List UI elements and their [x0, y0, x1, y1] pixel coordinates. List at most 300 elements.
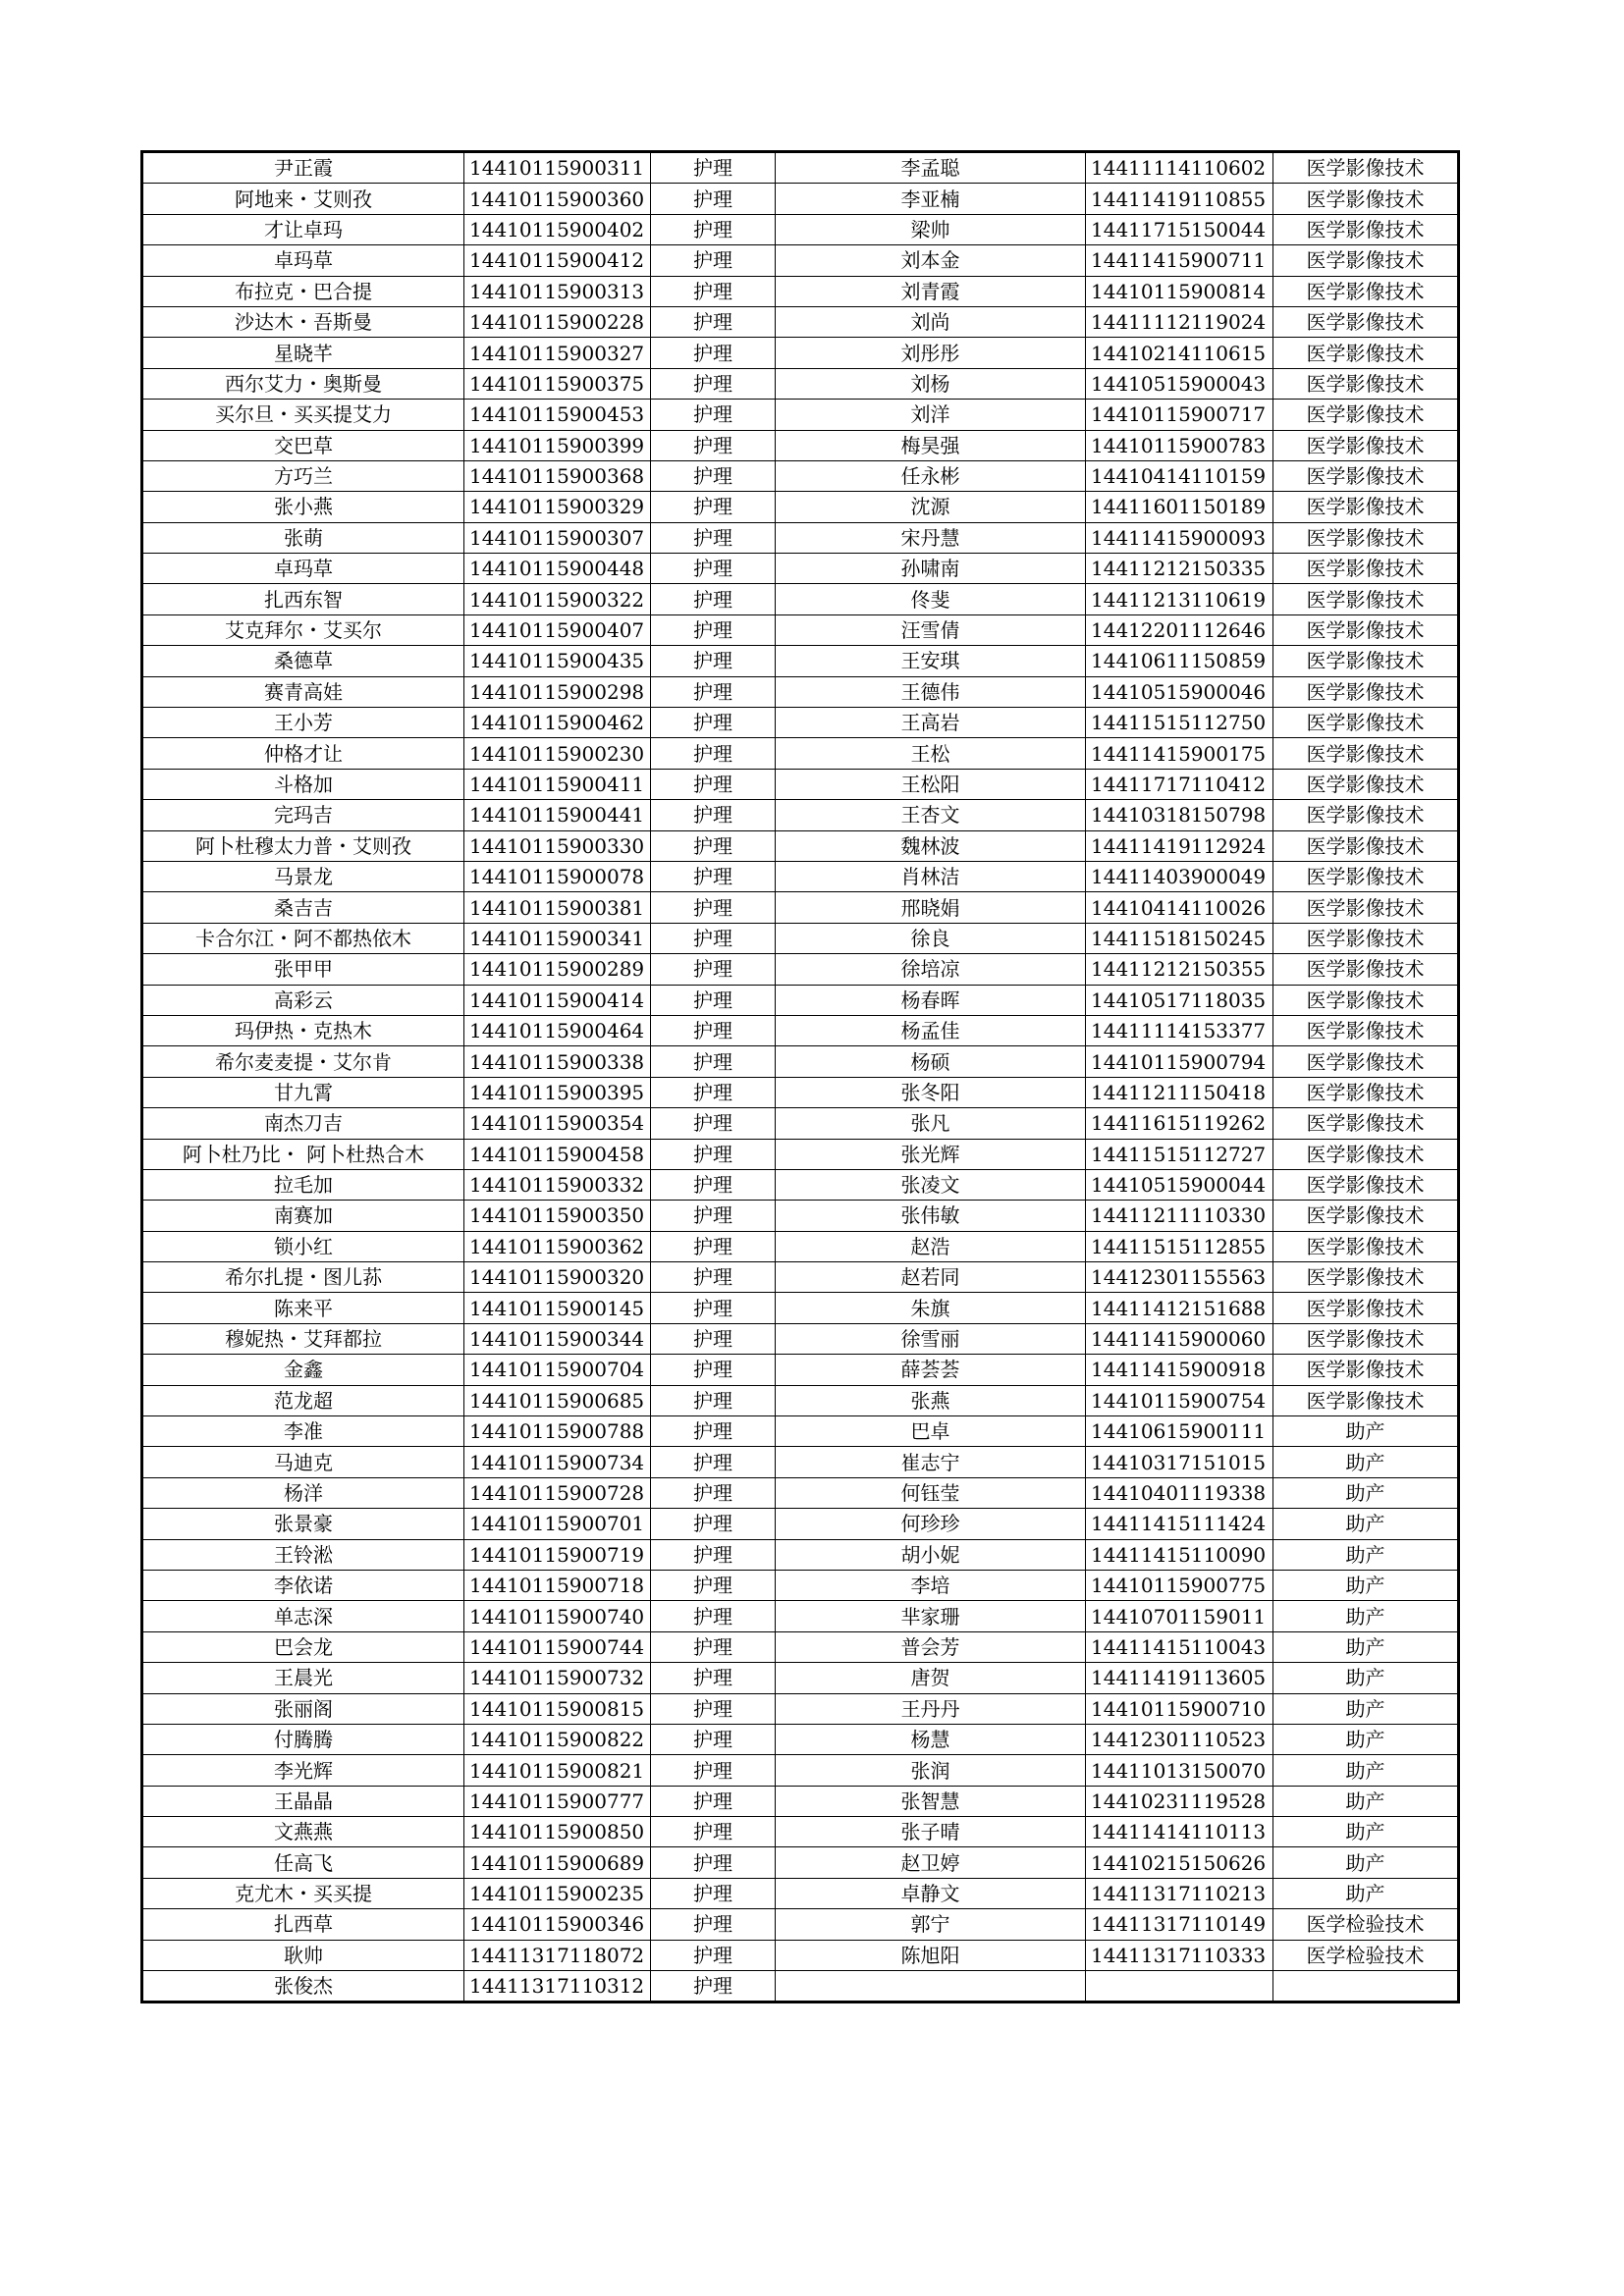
table-row — [142, 1663, 1459, 1693]
major-cell: 医学影像技术 — [1273, 1262, 1459, 1293]
name-cell: 张润 — [776, 1755, 1086, 1786]
student-list-table — [140, 150, 1460, 2003]
table-row — [142, 1323, 1459, 1354]
name-cell: 沈源 — [776, 492, 1086, 522]
exam-id-cell: 14410317151015 — [1086, 1447, 1273, 1477]
exam-id-cell: 14410115900313 — [464, 276, 651, 306]
name-cell: 杨春晖 — [776, 985, 1086, 1015]
table-row — [142, 1631, 1459, 1662]
major-cell: 护理 — [651, 646, 776, 676]
exam-id-cell: 14410115900777 — [464, 1786, 651, 1816]
major-cell: 医学影像技术 — [1273, 276, 1459, 306]
table-row — [142, 152, 1459, 184]
name-cell: 希尔扎提・图儿荪 — [142, 1262, 464, 1293]
major-cell: 护理 — [651, 1971, 776, 2002]
name-cell: 刘洋 — [776, 400, 1086, 430]
exam-id-cell: 14410115900719 — [464, 1539, 651, 1570]
exam-id-cell: 14410115900728 — [464, 1477, 651, 1508]
name-cell: 张景豪 — [142, 1509, 464, 1539]
name-cell: 张甲甲 — [142, 954, 464, 985]
major-cell: 医学影像技术 — [1273, 1046, 1459, 1077]
major-cell: 医学影像技术 — [1273, 861, 1459, 891]
exam-id-cell — [1086, 1971, 1273, 2002]
table-row — [142, 769, 1459, 799]
table-row — [142, 676, 1459, 707]
name-cell: 付腾腾 — [142, 1724, 464, 1754]
table-row — [142, 1385, 1459, 1415]
major-cell: 护理 — [651, 245, 776, 276]
name-cell: 布拉克・巴合提 — [142, 276, 464, 306]
major-cell: 护理 — [651, 1817, 776, 1847]
table-row — [142, 1878, 1459, 1908]
table-row — [142, 708, 1459, 738]
name-cell: 希尔麦麦提・艾尔肯 — [142, 1046, 464, 1077]
exam-id-cell: 14411114153377 — [1086, 1015, 1273, 1045]
table-row — [142, 1509, 1459, 1539]
table-row — [142, 184, 1459, 214]
name-cell: 朱旗 — [776, 1293, 1086, 1323]
major-cell: 助产 — [1273, 1693, 1459, 1724]
major-cell: 医学影像技术 — [1273, 1139, 1459, 1169]
table-row — [142, 430, 1459, 460]
exam-id-cell: 14411114110602 — [1086, 152, 1273, 184]
major-cell: 医学影像技术 — [1273, 708, 1459, 738]
exam-id-cell: 14411419112924 — [1086, 830, 1273, 861]
exam-id-cell: 14411415900711 — [1086, 245, 1273, 276]
major-cell: 护理 — [651, 1416, 776, 1447]
exam-id-cell: 14410115900228 — [464, 306, 651, 337]
table-row — [142, 1940, 1459, 1970]
name-cell: 金鑫 — [142, 1355, 464, 1385]
exam-id-cell: 14410115900710 — [1086, 1693, 1273, 1724]
major-cell: 护理 — [651, 492, 776, 522]
name-cell: 杨硕 — [776, 1046, 1086, 1077]
name-cell: 梅昊强 — [776, 430, 1086, 460]
name-cell: 赵卫婷 — [776, 1847, 1086, 1878]
name-cell: 张俊杰 — [142, 1971, 464, 2002]
table-row — [142, 460, 1459, 491]
exam-id-cell: 14411211110330 — [1086, 1201, 1273, 1231]
major-cell: 医学影像技术 — [1273, 676, 1459, 707]
table-row — [142, 338, 1459, 368]
exam-id-cell: 14410115900407 — [464, 614, 651, 645]
major-cell: 护理 — [651, 1693, 776, 1724]
major-cell: 医学影像技术 — [1273, 1231, 1459, 1261]
name-cell: 星晓芊 — [142, 338, 464, 368]
major-cell: 护理 — [651, 276, 776, 306]
major-cell: 助产 — [1273, 1539, 1459, 1570]
major-cell: 助产 — [1273, 1817, 1459, 1847]
major-cell: 医学影像技术 — [1273, 1293, 1459, 1323]
exam-id-cell: 14410115900704 — [464, 1355, 651, 1385]
major-cell: 医学影像技术 — [1273, 584, 1459, 614]
exam-id-cell: 14410115900412 — [464, 245, 651, 276]
name-cell: 何钰莹 — [776, 1477, 1086, 1508]
name-cell: 锁小红 — [142, 1231, 464, 1261]
major-cell: 助产 — [1273, 1416, 1459, 1447]
table-row — [142, 1971, 1459, 2002]
name-cell: 杨孟佳 — [776, 1015, 1086, 1045]
major-cell: 护理 — [651, 1477, 776, 1508]
major-cell: 医学影像技术 — [1273, 769, 1459, 799]
name-cell: 尹正霞 — [142, 152, 464, 184]
major-cell: 护理 — [651, 1231, 776, 1261]
exam-id-cell: 14410615900111 — [1086, 1416, 1273, 1447]
name-cell: 张凌文 — [776, 1169, 1086, 1200]
name-cell: 陈旭阳 — [776, 1940, 1086, 1970]
name-cell: 徐培凉 — [776, 954, 1086, 985]
name-cell: 南赛加 — [142, 1201, 464, 1231]
table-row — [142, 400, 1459, 430]
exam-id-cell: 14410115900740 — [464, 1601, 651, 1631]
exam-id-cell: 14410115900717 — [1086, 400, 1273, 430]
table-row — [142, 214, 1459, 244]
table-row — [142, 584, 1459, 614]
major-cell: 医学影像技术 — [1273, 430, 1459, 460]
major-cell: 护理 — [651, 152, 776, 184]
table-row — [142, 646, 1459, 676]
exam-id-cell: 14410115900338 — [464, 1046, 651, 1077]
exam-id-cell: 14411211150418 — [1086, 1077, 1273, 1107]
name-cell: 张凡 — [776, 1108, 1086, 1139]
major-cell: 护理 — [651, 954, 776, 985]
exam-id-cell: 14410701159011 — [1086, 1601, 1273, 1631]
major-cell: 助产 — [1273, 1447, 1459, 1477]
exam-id-cell: 14410115900354 — [464, 1108, 651, 1139]
name-cell: 梁帅 — [776, 214, 1086, 244]
name-cell: 张冬阳 — [776, 1077, 1086, 1107]
name-cell: 张智慧 — [776, 1786, 1086, 1816]
name-cell: 肖林洁 — [776, 861, 1086, 891]
exam-id-cell: 14411415111424 — [1086, 1509, 1273, 1539]
exam-id-cell: 14410115900289 — [464, 954, 651, 985]
exam-id-cell: 14410115900411 — [464, 769, 651, 799]
name-cell: 邢晓娟 — [776, 892, 1086, 923]
name-cell: 方巧兰 — [142, 460, 464, 491]
major-cell: 医学影像技术 — [1273, 522, 1459, 553]
major-cell: 医学影像技术 — [1273, 1355, 1459, 1385]
exam-id-cell: 14410115900230 — [464, 738, 651, 769]
exam-id-cell: 14410115900402 — [464, 214, 651, 244]
exam-id-cell: 14410515900046 — [1086, 676, 1273, 707]
major-cell: 医学影像技术 — [1273, 614, 1459, 645]
exam-id-cell: 14410115900462 — [464, 708, 651, 738]
exam-id-cell: 14410115900821 — [464, 1755, 651, 1786]
exam-id-cell: 14410115900435 — [464, 646, 651, 676]
exam-id-cell: 14410115900078 — [464, 861, 651, 891]
major-cell: 护理 — [651, 338, 776, 368]
name-cell: 张小燕 — [142, 492, 464, 522]
exam-id-cell: 14410115900788 — [464, 1416, 651, 1447]
major-cell: 护理 — [651, 1570, 776, 1600]
major-cell: 医学影像技术 — [1273, 1077, 1459, 1107]
major-cell: 医学影像技术 — [1273, 554, 1459, 584]
name-cell: 张伟敏 — [776, 1201, 1086, 1231]
name-cell: 杨慧 — [776, 1724, 1086, 1754]
name-cell: 李培 — [776, 1570, 1086, 1600]
exam-id-cell: 14411415110043 — [1086, 1631, 1273, 1662]
exam-id-cell: 14411419110855 — [1086, 184, 1273, 214]
major-cell: 医学影像技术 — [1273, 400, 1459, 430]
name-cell: 西尔艾力・奥斯曼 — [142, 368, 464, 399]
exam-id-cell: 14411515112750 — [1086, 708, 1273, 738]
exam-id-cell: 14410115900360 — [464, 184, 651, 214]
major-cell: 护理 — [651, 1046, 776, 1077]
table-row — [142, 1077, 1459, 1107]
exam-id-cell: 14410231119528 — [1086, 1786, 1273, 1816]
major-cell: 助产 — [1273, 1631, 1459, 1662]
exam-id-cell: 14411412151688 — [1086, 1293, 1273, 1323]
major-cell: 护理 — [651, 861, 776, 891]
table-row — [142, 1847, 1459, 1878]
name-cell: 扎西草 — [142, 1909, 464, 1940]
exam-id-cell: 14410115900327 — [464, 338, 651, 368]
name-cell: 唐贺 — [776, 1663, 1086, 1693]
exam-id-cell: 14411415900060 — [1086, 1323, 1273, 1354]
exam-id-cell: 14410115900322 — [464, 584, 651, 614]
major-cell: 医学影像技术 — [1273, 245, 1459, 276]
exam-id-cell: 14411715150044 — [1086, 214, 1273, 244]
name-cell: 王松阳 — [776, 769, 1086, 799]
name-cell: 刘杨 — [776, 368, 1086, 399]
name-cell: 薛荟荟 — [776, 1355, 1086, 1385]
name-cell: 王晶晶 — [142, 1786, 464, 1816]
name-cell: 仲格才让 — [142, 738, 464, 769]
table-row — [142, 306, 1459, 337]
table-row — [142, 1293, 1459, 1323]
name-cell: 巴卓 — [776, 1416, 1086, 1447]
exam-id-cell: 14410215150626 — [1086, 1847, 1273, 1878]
name-cell: 王安琪 — [776, 646, 1086, 676]
name-cell: 单志深 — [142, 1601, 464, 1631]
table-row — [142, 554, 1459, 584]
major-cell: 护理 — [651, 584, 776, 614]
name-cell: 孙啸南 — [776, 554, 1086, 584]
major-cell: 护理 — [651, 306, 776, 337]
major-cell: 护理 — [651, 1385, 776, 1415]
major-cell: 护理 — [651, 1601, 776, 1631]
exam-id-cell: 14410115900794 — [1086, 1046, 1273, 1077]
name-cell: 张萌 — [142, 522, 464, 553]
exam-id-cell: 14410115900346 — [464, 1909, 651, 1940]
major-cell: 护理 — [651, 830, 776, 861]
name-cell: 赵浩 — [776, 1231, 1086, 1261]
major-cell: 护理 — [651, 184, 776, 214]
exam-id-cell: 14410115900145 — [464, 1293, 651, 1323]
major-cell: 护理 — [651, 1940, 776, 1970]
name-cell: 阿卜杜乃比・ 阿卜杜热合木 — [142, 1139, 464, 1169]
name-cell: 完玛吉 — [142, 800, 464, 830]
name-cell: 任高飞 — [142, 1847, 464, 1878]
name-cell: 卓静文 — [776, 1878, 1086, 1908]
major-cell: 医学影像技术 — [1273, 738, 1459, 769]
table-row — [142, 1355, 1459, 1385]
major-cell: 护理 — [651, 800, 776, 830]
name-cell: 马迪克 — [142, 1447, 464, 1477]
table-row — [142, 1201, 1459, 1231]
major-cell: 助产 — [1273, 1786, 1459, 1816]
name-cell: 李光辉 — [142, 1755, 464, 1786]
table-row — [142, 1416, 1459, 1447]
exam-id-cell: 14410115900381 — [464, 892, 651, 923]
major-cell: 护理 — [651, 923, 776, 953]
name-cell: 王杏文 — [776, 800, 1086, 830]
table-row — [142, 1539, 1459, 1570]
exam-id-cell: 14411414110113 — [1086, 1817, 1273, 1847]
exam-id-cell: 14411419113605 — [1086, 1663, 1273, 1693]
table-row — [142, 492, 1459, 522]
table-row — [142, 923, 1459, 953]
major-cell: 医学影像技术 — [1273, 214, 1459, 244]
exam-id-cell: 14410115900414 — [464, 985, 651, 1015]
name-cell: 拉毛加 — [142, 1169, 464, 1200]
major-cell: 护理 — [651, 892, 776, 923]
major-cell: 护理 — [651, 676, 776, 707]
name-cell: 文燕燕 — [142, 1817, 464, 1847]
major-cell: 助产 — [1273, 1601, 1459, 1631]
exam-id-cell: 14410115900332 — [464, 1169, 651, 1200]
major-cell: 护理 — [651, 1323, 776, 1354]
exam-id-cell: 14412301110523 — [1086, 1724, 1273, 1754]
major-cell: 护理 — [651, 985, 776, 1015]
exam-id-cell: 14410115900399 — [464, 430, 651, 460]
exam-id-cell: 14411415900175 — [1086, 738, 1273, 769]
exam-id-cell: 14411317110333 — [1086, 1940, 1273, 1970]
table-row — [142, 1755, 1459, 1786]
major-cell: 医学影像技术 — [1273, 1015, 1459, 1045]
table-row — [142, 1169, 1459, 1200]
name-cell: 扎西东智 — [142, 584, 464, 614]
major-cell: 医学影像技术 — [1273, 1201, 1459, 1231]
exam-id-cell: 14410115900453 — [464, 400, 651, 430]
major-cell: 助产 — [1273, 1724, 1459, 1754]
major-cell: 护理 — [651, 1847, 776, 1878]
major-cell: 护理 — [651, 460, 776, 491]
exam-id-cell: 14410401119338 — [1086, 1477, 1273, 1508]
name-cell: 王松 — [776, 738, 1086, 769]
major-cell: 医学影像技术 — [1273, 954, 1459, 985]
exam-id-cell: 14411717110412 — [1086, 769, 1273, 799]
major-cell: 护理 — [651, 1878, 776, 1908]
major-cell: 助产 — [1273, 1477, 1459, 1508]
name-cell: 才让卓玛 — [142, 214, 464, 244]
exam-id-cell: 14410115900448 — [464, 554, 651, 584]
table-row — [142, 1447, 1459, 1477]
major-cell: 护理 — [651, 1447, 776, 1477]
table-row — [142, 830, 1459, 861]
major-cell: 护理 — [651, 1169, 776, 1200]
name-cell: 穆妮热・艾拜都拉 — [142, 1323, 464, 1354]
name-cell: 李依诺 — [142, 1570, 464, 1600]
table-row — [142, 1231, 1459, 1261]
exam-id-cell: 14410115900689 — [464, 1847, 651, 1878]
name-cell: 沙达木・吾斯曼 — [142, 306, 464, 337]
name-cell: 张燕 — [776, 1385, 1086, 1415]
major-cell: 医学影像技术 — [1273, 1385, 1459, 1415]
name-cell: 佟斐 — [776, 584, 1086, 614]
major-cell: 医学影像技术 — [1273, 1169, 1459, 1200]
name-cell: 王小芳 — [142, 708, 464, 738]
exam-id-cell: 14410318150798 — [1086, 800, 1273, 830]
name-cell: 张丽阁 — [142, 1693, 464, 1724]
exam-id-cell: 14411601150189 — [1086, 492, 1273, 522]
major-cell: 医学影像技术 — [1273, 800, 1459, 830]
major-cell: 护理 — [651, 1201, 776, 1231]
exam-id-cell: 14411403900049 — [1086, 861, 1273, 891]
exam-id-cell: 14410515900044 — [1086, 1169, 1273, 1200]
name-cell: 赛青高娃 — [142, 676, 464, 707]
exam-id-cell: 14411317118072 — [464, 1940, 651, 1970]
exam-id-cell: 14411515112855 — [1086, 1231, 1273, 1261]
major-cell: 医学影像技术 — [1273, 985, 1459, 1015]
name-cell: 克尤木・买买提 — [142, 1878, 464, 1908]
name-cell: 巴会龙 — [142, 1631, 464, 1662]
name-cell: 李亚楠 — [776, 184, 1086, 214]
exam-id-cell: 14410115900350 — [464, 1201, 651, 1231]
major-cell — [1273, 1971, 1459, 2002]
exam-id-cell: 14410214110615 — [1086, 338, 1273, 368]
exam-id-cell: 14410115900395 — [464, 1077, 651, 1107]
table-row — [142, 861, 1459, 891]
name-cell: 斗格加 — [142, 769, 464, 799]
table-row — [142, 1262, 1459, 1293]
table-body — [142, 152, 1459, 2002]
exam-id-cell: 14410115900815 — [464, 1693, 651, 1724]
exam-id-cell: 14411415900093 — [1086, 522, 1273, 553]
major-cell: 护理 — [651, 1509, 776, 1539]
exam-id-cell: 14410115900685 — [464, 1385, 651, 1415]
table-row — [142, 954, 1459, 985]
exam-id-cell: 14410414110026 — [1086, 892, 1273, 923]
major-cell: 护理 — [651, 1724, 776, 1754]
table-row — [142, 1817, 1459, 1847]
major-cell: 医学影像技术 — [1273, 646, 1459, 676]
major-cell: 医学影像技术 — [1273, 923, 1459, 953]
exam-id-cell: 14410115900362 — [464, 1231, 651, 1261]
table-row — [142, 1108, 1459, 1139]
name-cell: 甘九霄 — [142, 1077, 464, 1107]
exam-id-cell: 14410611150859 — [1086, 646, 1273, 676]
name-cell: 高彩云 — [142, 985, 464, 1015]
name-cell: 刘青霞 — [776, 276, 1086, 306]
major-cell: 医学影像技术 — [1273, 184, 1459, 214]
exam-id-cell: 14410115900235 — [464, 1878, 651, 1908]
name-cell: 魏林波 — [776, 830, 1086, 861]
name-cell: 王晨光 — [142, 1663, 464, 1693]
exam-id-cell: 14411415900918 — [1086, 1355, 1273, 1385]
name-cell: 范龙超 — [142, 1385, 464, 1415]
name-cell: 阿卜杜穆太力普・艾则孜 — [142, 830, 464, 861]
exam-id-cell: 14410115900458 — [464, 1139, 651, 1169]
major-cell: 助产 — [1273, 1570, 1459, 1600]
major-cell: 护理 — [651, 708, 776, 738]
table-row — [142, 276, 1459, 306]
major-cell: 护理 — [651, 769, 776, 799]
exam-id-cell: 14410115900732 — [464, 1663, 651, 1693]
name-cell: 任永彬 — [776, 460, 1086, 491]
exam-id-cell: 14410517118035 — [1086, 985, 1273, 1015]
name-cell: 崔志宁 — [776, 1447, 1086, 1477]
table-row — [142, 1015, 1459, 1045]
table-row — [142, 245, 1459, 276]
major-cell: 医学检验技术 — [1273, 1940, 1459, 1970]
major-cell: 护理 — [651, 1755, 776, 1786]
name-cell: 王德伟 — [776, 676, 1086, 707]
major-cell: 护理 — [651, 1139, 776, 1169]
table-row — [142, 1693, 1459, 1724]
major-cell: 医学影像技术 — [1273, 830, 1459, 861]
name-cell: 宋丹慧 — [776, 522, 1086, 553]
